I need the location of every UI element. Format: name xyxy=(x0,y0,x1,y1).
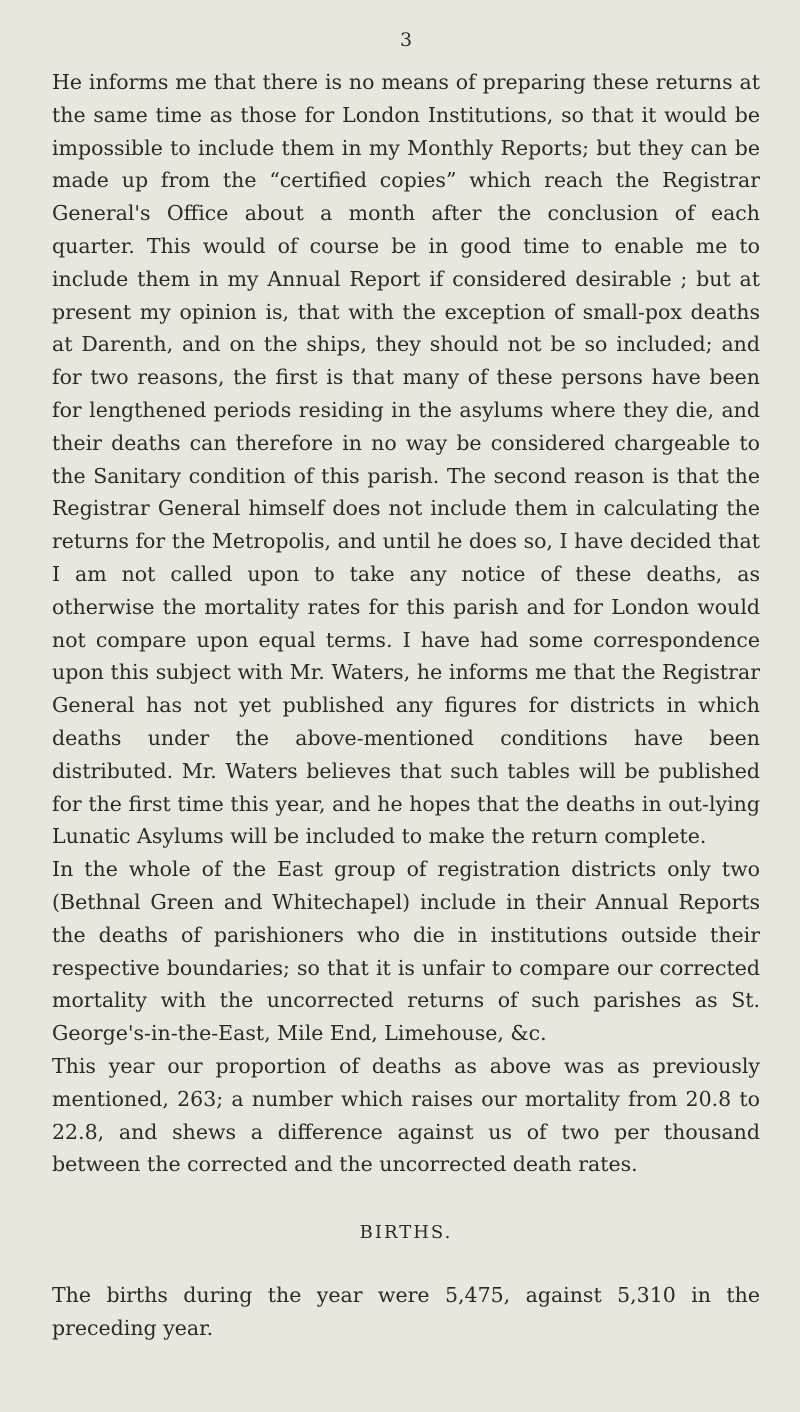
births-section xyxy=(52,1279,760,1345)
body-text xyxy=(52,66,760,1181)
paragraph-east-group: In the whole of the East group of registration districts only two (Bethnal Green and Whitechapel) include in their Annual Reports the deaths of parishioners who die in institutions outside their respective boundaries; so that it is unfair to compare our corrected mortality with the uncorrected returns of such parishes as St. George's-in-the-East, Mile End, Limehouse, &c. xyxy=(52,857,760,1046)
section-heading-births: BIRTHS. xyxy=(359,1222,453,1244)
paragraph-returns: He informs me that there is no means of preparing these returns at the same time as those for London Institutions, so that it would be impossible to include them in my Monthly Reports; but they can be made up from the “certified copies” which reach the Registrar General's Office about a month after the conclusion of each quarter. This would of course be in good time to enable me to include them in my Annual Report if considered desirable ; but at present my opinion is, that with the exception of small-pox deaths at Darenth, and on the ships, they should not be so included; and for two reasons, the first is that many of these persons have been for lengthened periods residing in the asylums where they die, and their deaths can therefore in no way be considered chargeable to the Sanitary condition of this parish. The second reason is that the Registrar General himself does not include them in calculating the returns for the Metropolis, and until he does so, I have decided that I am not called upon to take any notice of these deaths, as otherwise the mortality rates for this parish and for London would not compare upon equal terms. I have had some correspondence upon this subject with Mr. Waters, he informs me that the Registrar General has not yet published any figures for districts in which deaths under the above-mentioned conditions have been distributed. Mr. Waters believes that such tables will be published for the first time this year, and he hopes that the deaths in out-lying Lunatic Asylums will be included to make the return complete. xyxy=(52,70,760,849)
paragraph-births: The births during the year were 5,475, against 5,310 in the preceding year. xyxy=(52,1283,760,1340)
page-number: 3 xyxy=(399,29,413,51)
paragraph-proportion: This year our proportion of deaths as above was as previously mentioned, 263; a number which raises our mortality from 20.8 to 22.8, and shews a difference against us of two per thousand between the corrected and the uncorrected death rates. xyxy=(52,1053,760,1177)
